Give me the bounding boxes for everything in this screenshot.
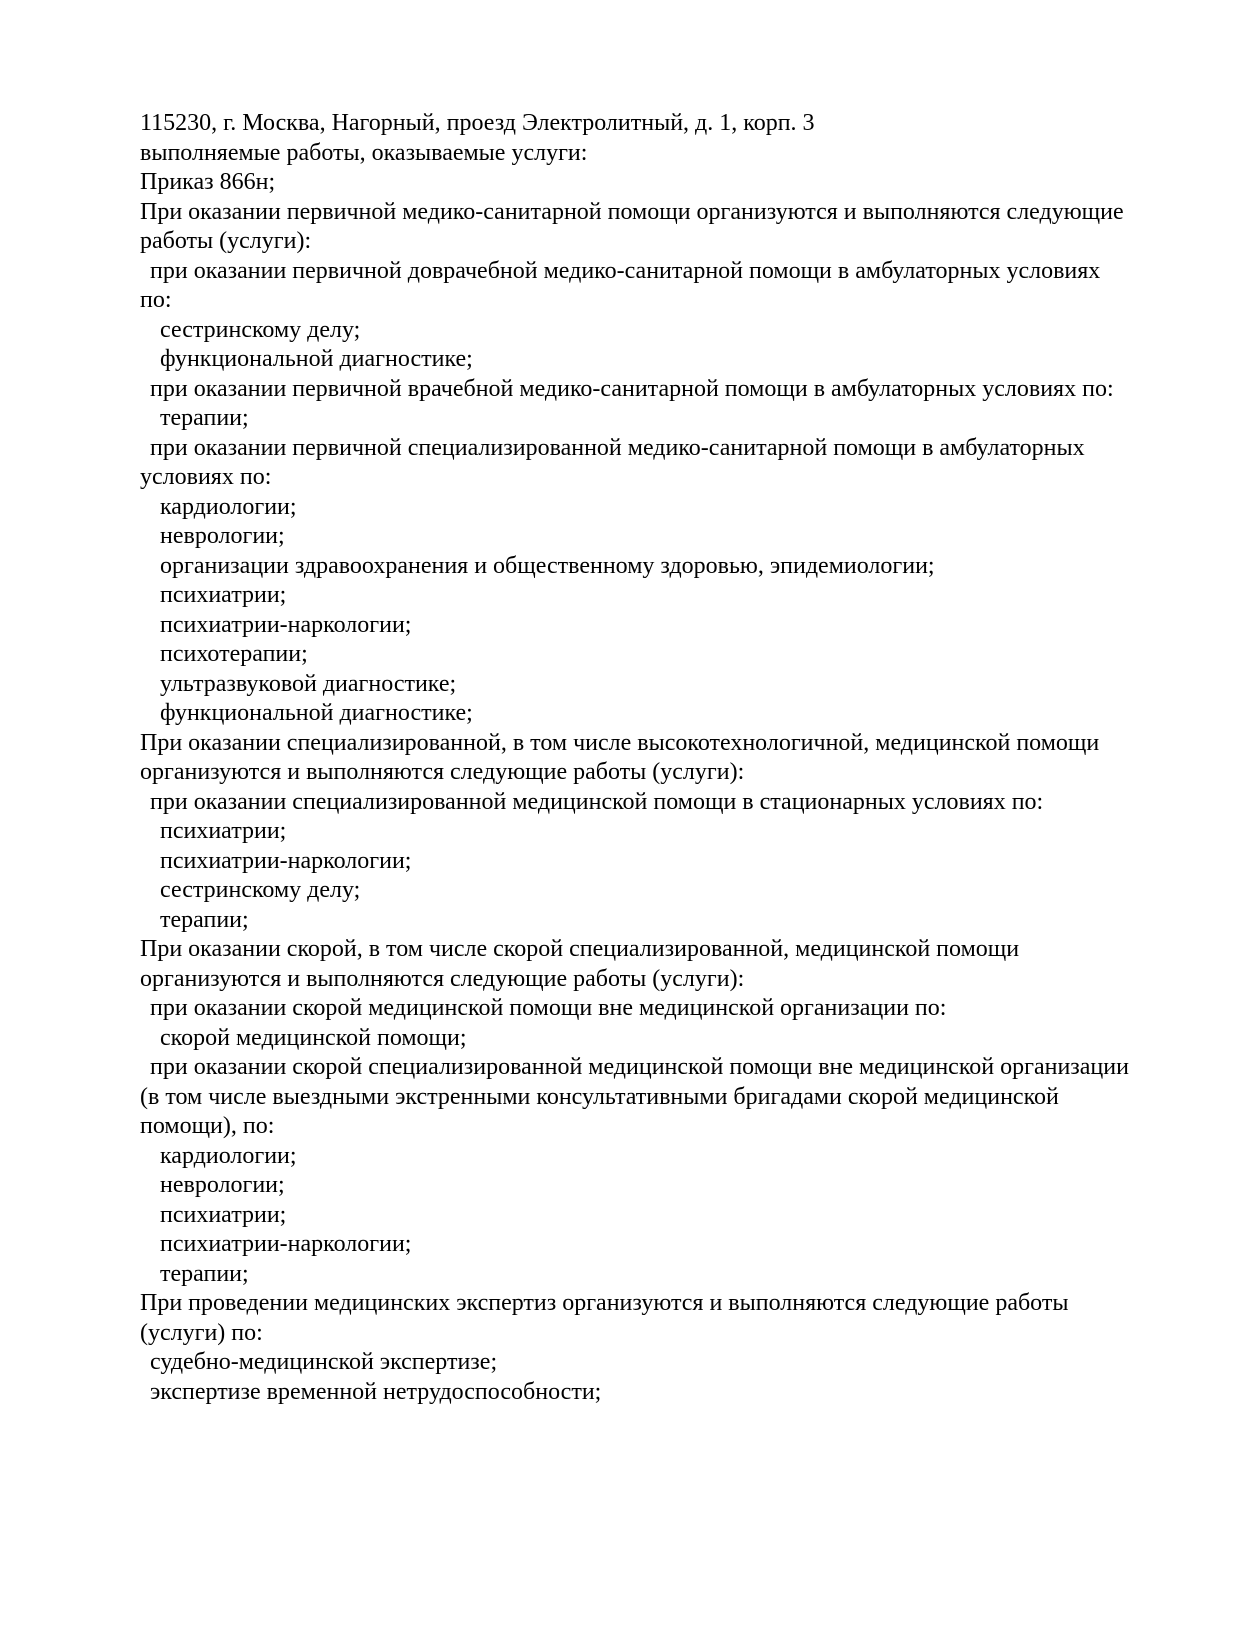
text-line: функциональной диагностике; xyxy=(160,346,473,372)
license-works-text xyxy=(140,109,1200,1407)
text-line: При проведении медицинских экспертиз организуются и выполняются следующие работы xyxy=(140,1290,1069,1316)
text-line: кардиологии; xyxy=(160,493,297,520)
text-line: сестринскому делу; xyxy=(160,877,361,903)
text-line: При оказании первичной медико-санитарной помощи организуются и выполняются следующие xyxy=(140,198,1124,225)
text-line: при оказании первичной доврачебной медико-санитарной помощи в амбулаторных условиях xyxy=(150,257,1101,284)
text-line: неврологии; xyxy=(160,1172,285,1198)
text-line: психиатрии-наркологии; xyxy=(160,611,412,638)
text-line: по: xyxy=(140,287,172,313)
text-line: помощи), по: xyxy=(140,1113,275,1139)
text-line: (услуги) по: xyxy=(140,1319,263,1346)
text-line: Приказ 866н; xyxy=(140,169,276,195)
text-line: ультразвуковой диагностике; xyxy=(160,670,457,697)
text-line: (в том числе выездными экстренными консультативными бригадами скорой медицинской xyxy=(140,1083,1059,1110)
text-line: психотерапии; xyxy=(160,641,308,667)
text-line: организации здравоохранения и общественному здоровью, эпидемиологии; xyxy=(160,552,935,579)
text-line: при оказании первичной врачебной медико-санитарной помощи в амбулаторных условиях по: xyxy=(150,375,1114,402)
text-line: судебно-медицинской экспертизе; xyxy=(150,1349,498,1375)
text-line: психиатрии; xyxy=(160,582,287,608)
text-line: неврологии; xyxy=(160,523,285,549)
text-line: работы (услуги): xyxy=(140,228,312,254)
text-line: скорой медицинской помощи; xyxy=(160,1024,467,1051)
text-line: психиатрии-наркологии; xyxy=(160,847,412,874)
text-line: функциональной диагностике; xyxy=(160,700,473,726)
text-line: сестринскому делу; xyxy=(160,316,361,343)
text-line: при оказании первичной специализированной медико-санитарной помощи в амбулаторных xyxy=(150,434,1085,461)
text-line: 115230, г. Москва, Нагорный, проезд Электролитный, д. 1, корп. 3 xyxy=(140,110,815,136)
text-line: при оказании специализированной медицинской помощи в стационарных условиях по: xyxy=(150,788,1044,815)
text-line: условиях по: xyxy=(140,464,272,490)
text-line: терапии; xyxy=(160,1260,249,1287)
text-line: При оказании скорой, в том числе скорой специализированной, медицинской помощи xyxy=(140,936,1020,962)
text-line: при оказании скорой медицинской помощи вне медицинской организации по: xyxy=(150,995,947,1021)
text-line: организуются и выполняются следующие работы (услуги): xyxy=(140,965,745,992)
text-line: психиатрии; xyxy=(160,818,287,844)
text-line: При оказании специализированной, в том числе высокотехнологичной, медицинской помощи xyxy=(140,729,1100,756)
text-line: психиатрии-наркологии; xyxy=(160,1231,412,1257)
text-line: психиатрии; xyxy=(160,1201,287,1228)
text-line: терапии; xyxy=(160,906,249,933)
text-line: выполняемые работы, оказываемые услуги: xyxy=(140,139,588,166)
text-line: при оказании скорой специализированной медицинской помощи вне медицинской организации xyxy=(150,1054,1129,1080)
text-line: организуются и выполняются следующие работы (услуги): xyxy=(140,759,745,785)
text-line: терапии; xyxy=(160,405,249,431)
text-line: кардиологии; xyxy=(160,1142,297,1169)
text-line: экспертизе временной нетрудоспособности; xyxy=(150,1378,602,1405)
